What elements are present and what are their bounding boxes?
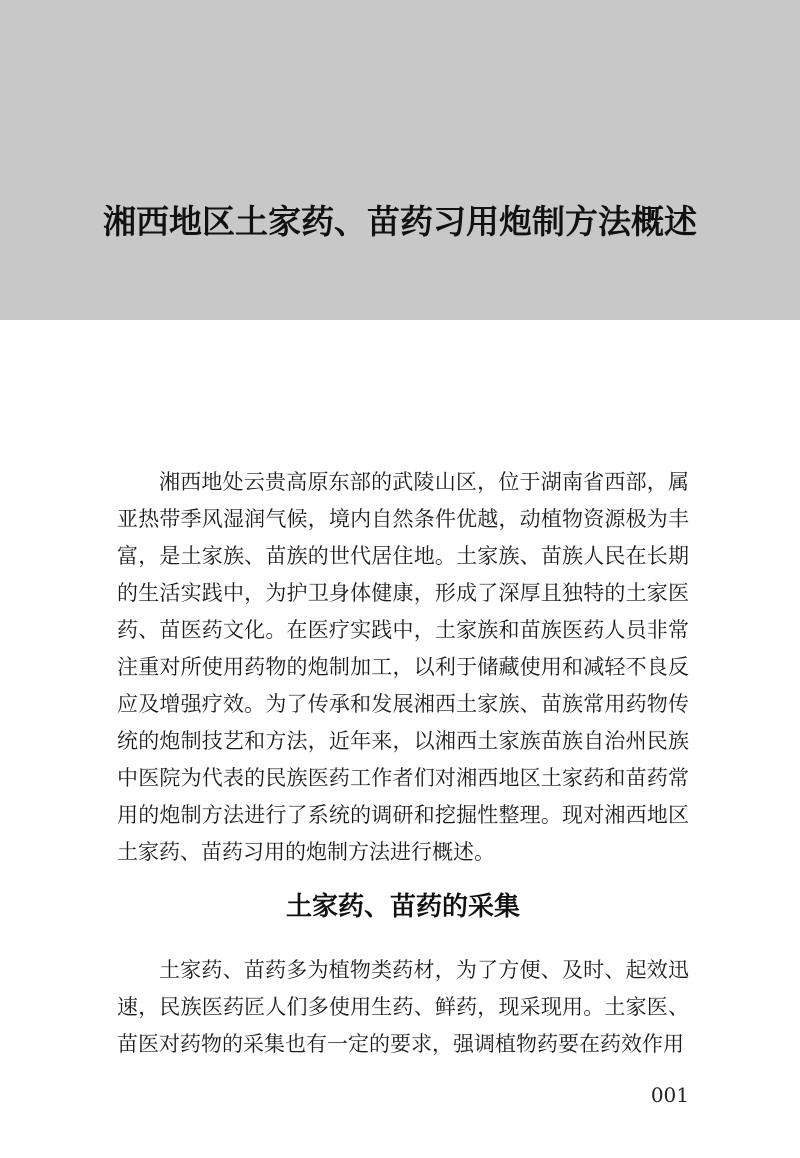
section-heading: 土家药、苗药的采集 bbox=[285, 892, 520, 922]
page-number: 001 bbox=[650, 1083, 689, 1107]
intro-paragraph: 湘西地处云贵高原东部的武陵山区，位于湖南省西部，属亚热带季风湿润气候，境内自然条件优越，动植物资源极为丰富，是土家族、苗族的世代居住地。土家族、苗族人民在长期的生活实践中，为护卫身体健康，形成了深厚且独特的土家医药、苗医药文化。在医疗实践中，土家族和苗族医药人员非常注重对所使用药物的炮制加工，以利于储藏使用和减轻不良反应及增强疗效。为了传承和发展湘西土家族、苗族常用药物传统的炮制技艺和方法，近年来，以湘西土家族苗族自治州民族中医院为代表的民族医药工作者们对湘西地区土家药和苗药常用的炮制方法进行了系统的调研和挖掘性整理。现对湘西地区土家药、苗药习用的炮制方法进行概述。 bbox=[117, 470, 689, 864]
chapter-header-band bbox=[0, 0, 800, 320]
section-paragraph: 土家药、苗药多为植物类药材，为了方便、及时、起效迅速，民族医药匠人们多使用生药、鲜药，现采现用。土家医、苗医对药物的采集也有一定的要求，强调植物药要在药效作用 bbox=[117, 958, 689, 1056]
chapter-title: 湘西地区土家药、苗药习用炮制方法概述 bbox=[103, 202, 697, 241]
